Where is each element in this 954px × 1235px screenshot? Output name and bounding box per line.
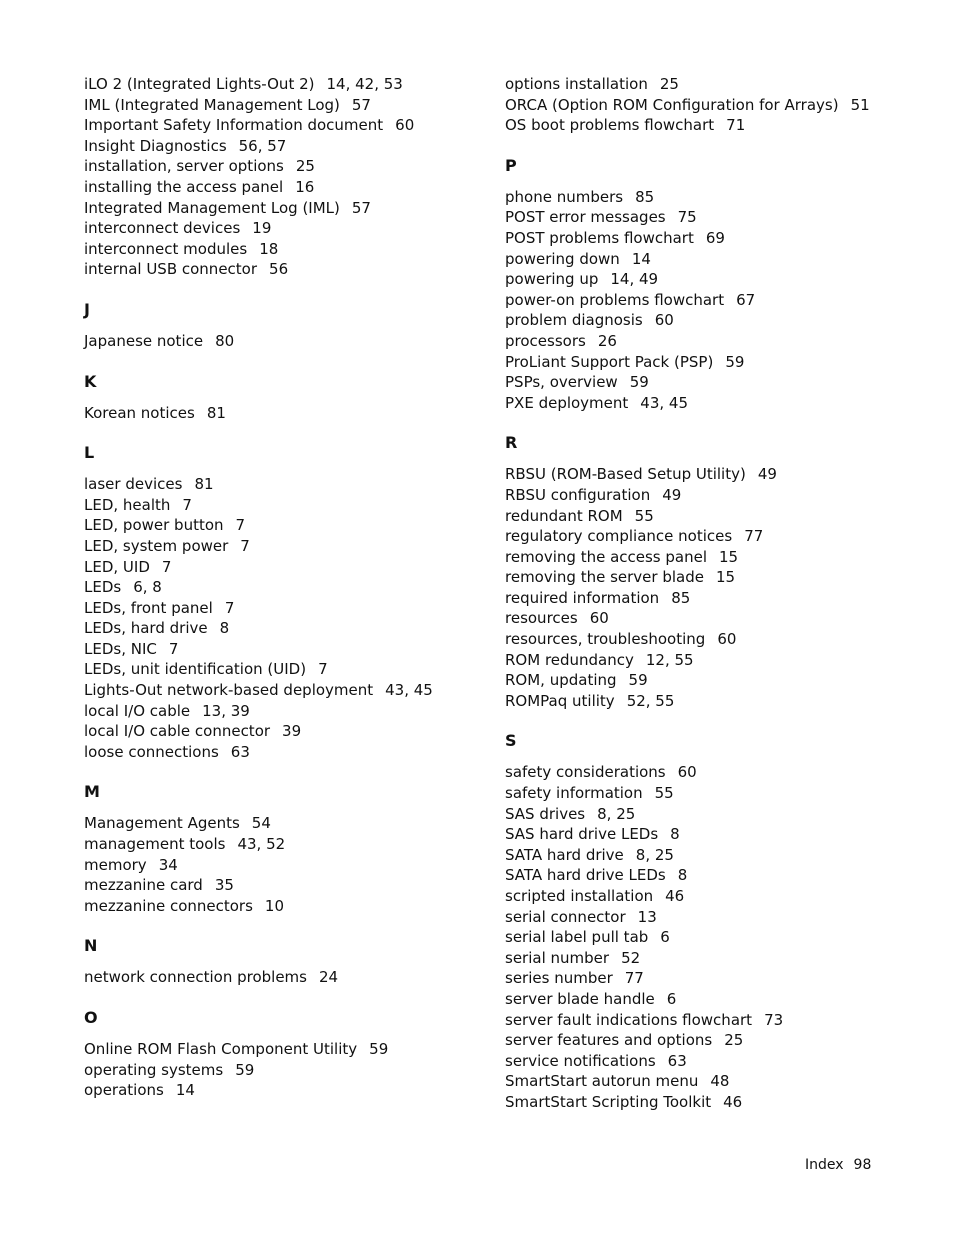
index-pages: 14, 42, 53 — [326, 75, 403, 93]
index-pages: 57 — [351, 198, 371, 217]
index-pages: 25 — [295, 157, 315, 176]
index-entry — [84, 618, 484, 639]
index-entry — [84, 896, 484, 917]
index-entry — [84, 875, 484, 896]
index-entry — [505, 506, 905, 527]
index-entry — [505, 907, 905, 928]
index-entry — [84, 515, 484, 536]
index-pages: 7 — [240, 536, 250, 555]
index-term: operations — [84, 1081, 164, 1100]
index-entry — [84, 855, 484, 876]
index-term: redundant ROM — [505, 506, 623, 525]
index-term: processors — [505, 331, 586, 350]
index-entry — [505, 886, 905, 907]
index-entry — [84, 639, 484, 660]
index-letter-heading: M — [84, 782, 100, 802]
index-entry — [84, 495, 484, 516]
index-letter-heading: O — [84, 1008, 98, 1027]
index-entry — [84, 239, 484, 260]
index-entry — [505, 783, 905, 804]
index-pages: 7 — [318, 660, 328, 679]
index-entry — [505, 74, 905, 95]
index-entry — [84, 536, 484, 557]
index-term: SAS hard drive LEDs — [505, 825, 659, 844]
index-term: scripted installation — [505, 887, 654, 905]
index-pages: 85 — [671, 588, 691, 607]
page-number: 98 — [853, 1157, 872, 1173]
index-pages: 56, 57 — [238, 136, 287, 155]
index-entry — [505, 228, 905, 249]
index-pages: 10 — [264, 896, 285, 915]
index-entry — [84, 659, 484, 680]
index-term: LEDs, front panel — [84, 598, 213, 617]
index-entry — [505, 948, 905, 969]
index-pages: 49 — [757, 465, 777, 484]
index-entry — [505, 95, 905, 116]
index-pages: 77 — [624, 969, 644, 988]
index-entry — [84, 156, 484, 177]
index-pages: 59 — [235, 1060, 255, 1079]
index-entry — [505, 629, 905, 650]
index-entry — [505, 865, 905, 886]
index-term: problem diagnosis — [505, 311, 643, 330]
index-term: LED, system power — [84, 536, 229, 555]
index-term: LED, health — [84, 495, 171, 514]
index-entry — [505, 845, 905, 866]
index-pages: 73 — [764, 1010, 784, 1029]
index-term: ProLiant Support Pack (PSP) — [505, 352, 714, 371]
index-term: network connection problems — [84, 968, 307, 987]
index-pages: 57 — [351, 95, 371, 114]
index-entry — [505, 207, 905, 228]
index-term: Korean notices — [84, 403, 195, 422]
index-pages: 60 — [717, 630, 737, 649]
index-term: LEDs — [84, 578, 122, 597]
index-entry — [505, 269, 905, 290]
index-pages: 71 — [726, 116, 746, 135]
index-term: Important Safety Information document — [84, 116, 384, 135]
index-pages: 7 — [182, 495, 192, 514]
index-term: LEDs, NIC — [84, 639, 157, 658]
index-term: LEDs, hard drive — [84, 619, 208, 638]
index-term: Lights-Out network-based deployment — [84, 681, 374, 700]
index-term: PXE deployment — [505, 393, 629, 412]
index-term: ORCA (Option ROM Configuration for Arrays) — [505, 95, 839, 114]
index-term: mezzanine connectors — [84, 896, 253, 915]
index-term: IML (Integrated Management Log) — [84, 95, 340, 114]
index-entry — [505, 1030, 905, 1051]
index-entry — [84, 403, 484, 424]
index-pages: 46 — [665, 887, 685, 905]
index-entry — [84, 577, 484, 598]
index-term: regulatory compliance notices — [505, 527, 733, 546]
index-term: Management Agents — [84, 814, 240, 833]
index-entry — [505, 331, 905, 352]
index-term: loose connections — [84, 742, 219, 761]
index-term: service notifications — [505, 1051, 656, 1070]
index-pages: 14 — [175, 1081, 195, 1100]
index-pages: 69 — [705, 228, 725, 247]
index-entry — [505, 1010, 905, 1031]
index-term: safety information — [505, 784, 643, 803]
index-term: iLO 2 (Integrated Lights-Out 2) — [84, 75, 315, 93]
index-letter-heading: K — [84, 371, 97, 391]
index-entry — [84, 813, 484, 834]
index-pages: 60 — [589, 609, 609, 628]
index-entry — [505, 588, 905, 609]
index-entry — [84, 701, 484, 722]
index-entry — [505, 1051, 905, 1072]
index-entry — [505, 927, 905, 948]
index-entry — [84, 1060, 484, 1081]
index-pages: 63 — [667, 1051, 687, 1070]
index-term: internal USB connector — [84, 260, 258, 279]
index-pages: 25 — [724, 1031, 744, 1050]
index-pages: 43, 45 — [640, 393, 689, 412]
index-entry — [505, 1071, 905, 1092]
index-entry — [505, 485, 905, 506]
index-entry — [505, 824, 905, 845]
index-pages: 85 — [635, 187, 655, 206]
index-term: serial connector — [505, 907, 626, 926]
index-letter-heading: J — [84, 299, 90, 319]
index-term: removing the server blade — [505, 568, 704, 587]
index-entry — [505, 762, 905, 783]
index-term: powering down — [505, 249, 620, 268]
index-pages: 39 — [282, 722, 302, 741]
index-term: LEDs, unit identification (UID) — [84, 660, 307, 679]
index-term: power-on problems flowchart — [505, 290, 725, 309]
index-term: OS boot problems flowchart — [505, 116, 715, 135]
index-entry — [84, 721, 484, 742]
index-pages: 18 — [259, 239, 279, 258]
index-term: Online ROM Flash Component Utility — [84, 1040, 358, 1058]
index-entry — [505, 187, 905, 208]
index-letter-heading: S — [505, 731, 517, 751]
index-entry — [505, 352, 905, 373]
index-pages: 16 — [295, 177, 315, 196]
index-entry — [84, 474, 484, 495]
index-pages: 67 — [736, 290, 756, 309]
index-column-right — [505, 74, 905, 1113]
index-term: SATA hard drive LEDs — [505, 866, 666, 885]
index-term: RBSU (ROM-Based Setup Utility) — [505, 465, 746, 484]
index-pages: 7 — [224, 598, 235, 617]
index-entry — [505, 115, 905, 136]
index-pages: 52, 55 — [626, 691, 675, 710]
index-pages: 15 — [719, 547, 739, 566]
index-entry — [84, 115, 484, 136]
index-pages: 34 — [158, 855, 178, 874]
index-pages: 6 — [660, 928, 670, 947]
index-term: Insight Diagnostics — [84, 136, 227, 155]
index-pages: 8 — [677, 866, 688, 885]
index-pages: 19 — [252, 219, 272, 238]
index-term: resources — [505, 609, 578, 628]
index-pages: 59 — [629, 373, 649, 392]
index-pages: 43, 45 — [385, 681, 433, 700]
index-pages: 54 — [251, 814, 271, 833]
index-entry — [84, 598, 484, 619]
index-pages: 60 — [677, 763, 697, 782]
index-entry — [505, 804, 905, 825]
index-pages: 6 — [666, 989, 677, 1008]
index-pages: 12, 55 — [645, 650, 694, 669]
index-term: serial number — [505, 948, 610, 967]
index-term: POST problems flowchart — [505, 228, 694, 247]
index-pages: 63 — [230, 742, 250, 761]
index-pages: 7 — [235, 516, 246, 535]
index-pages: 13 — [637, 907, 657, 926]
index-term: LED, UID — [84, 557, 150, 576]
index-entry — [505, 393, 905, 414]
index-term: removing the access panel — [505, 547, 708, 566]
index-term: local I/O cable — [84, 701, 191, 720]
index-term: serial label pull tab — [505, 928, 649, 947]
index-entry — [505, 372, 905, 393]
index-pages: 26 — [597, 331, 617, 350]
index-pages: 43, 52 — [237, 835, 286, 854]
index-entry — [84, 136, 484, 157]
index-term: safety considerations — [505, 763, 666, 782]
index-pages: 7 — [161, 557, 172, 576]
footer-label: Index — [805, 1157, 844, 1173]
index-entry — [505, 691, 905, 712]
index-pages: 59 — [369, 1040, 389, 1058]
index-entry — [505, 650, 905, 671]
index-pages: 60 — [395, 116, 415, 135]
index-entry — [505, 547, 905, 568]
index-entry — [505, 290, 905, 311]
index-term: installing the access panel — [84, 177, 284, 196]
index-entry — [505, 526, 905, 547]
index-entry — [84, 742, 484, 763]
index-entry — [84, 95, 484, 116]
index-entry — [505, 670, 905, 691]
index-term: SmartStart autorun menu — [505, 1072, 699, 1091]
index-entry — [505, 1092, 905, 1113]
index-pages: 8, 25 — [597, 804, 636, 823]
index-pages: 55 — [634, 506, 654, 525]
index-term: Japanese notice — [84, 331, 204, 350]
index-pages: 49 — [662, 485, 682, 504]
index-entry — [505, 464, 905, 485]
index-pages: 13, 39 — [202, 701, 250, 720]
index-term: SmartStart Scripting Toolkit — [505, 1092, 712, 1111]
index-entry — [505, 989, 905, 1010]
index-term: ROM redundancy — [505, 650, 634, 669]
page-footer — [805, 1157, 871, 1173]
index-pages: 59 — [628, 671, 648, 690]
index-entry — [84, 259, 484, 280]
index-term: Integrated Management Log (IML) — [84, 198, 340, 217]
index-term: powering up — [505, 270, 599, 289]
index-term: options installation — [505, 75, 648, 93]
index-pages: 6, 8 — [133, 578, 162, 597]
index-pages: 25 — [659, 75, 679, 93]
index-entry — [84, 967, 484, 988]
index-term: RBSU configuration — [505, 485, 651, 504]
index-entry — [84, 1039, 484, 1060]
index-term: local I/O cable connector — [84, 722, 271, 741]
index-pages: 24 — [318, 968, 339, 987]
index-pages: 52 — [621, 948, 641, 967]
index-pages: 15 — [715, 568, 736, 587]
index-column-left — [84, 74, 484, 1101]
index-entry — [84, 331, 484, 352]
index-term: management tools — [84, 835, 226, 854]
index-pages: 46 — [723, 1092, 743, 1111]
index-term: ROMPaq utility — [505, 691, 615, 710]
index-pages: 81 — [206, 403, 226, 422]
index-pages: 51 — [850, 95, 870, 114]
index-term: operating systems — [84, 1060, 224, 1079]
index-pages: 14, 49 — [610, 270, 659, 289]
index-entry — [84, 680, 484, 701]
index-term: server blade handle — [505, 989, 655, 1008]
index-term: server fault indications flowchart — [505, 1010, 753, 1029]
index-entry — [505, 310, 905, 331]
index-pages: 59 — [725, 352, 745, 371]
index-term: SATA hard drive — [505, 845, 624, 864]
index-term: mezzanine card — [84, 876, 203, 895]
index-term: server features and options — [505, 1031, 713, 1050]
index-entry — [84, 1080, 484, 1101]
index-term: SAS drives — [505, 804, 586, 823]
index-term: POST error messages — [505, 208, 666, 227]
index-pages: 75 — [677, 208, 697, 227]
index-term: laser devices — [84, 475, 183, 494]
index-term: interconnect modules — [84, 239, 248, 258]
index-pages: 8 — [219, 619, 230, 638]
index-term: interconnect devices — [84, 219, 241, 238]
index-pages: 60 — [654, 311, 674, 330]
index-pages: 55 — [654, 784, 674, 803]
index-entry — [505, 567, 905, 588]
index-term: required information — [505, 588, 660, 607]
index-entry — [84, 834, 484, 855]
index-term: installation, server options — [84, 157, 284, 176]
index-term: series number — [505, 969, 613, 988]
index-term: resources, troubleshooting — [505, 630, 706, 649]
index-pages: 56 — [269, 260, 289, 279]
index-pages: 35 — [214, 876, 234, 895]
index-letter-heading: N — [84, 936, 98, 956]
index-term: memory — [84, 855, 147, 874]
index-term: ROM, updating — [505, 671, 617, 690]
index-entry — [84, 218, 484, 239]
index-pages: 80 — [215, 331, 235, 350]
index-letter-heading: L — [84, 443, 95, 463]
index-letter-heading: R — [505, 433, 518, 453]
index-pages: 14 — [631, 249, 651, 268]
index-term: phone numbers — [505, 187, 624, 206]
index-pages: 81 — [194, 475, 214, 494]
index-entry — [505, 968, 905, 989]
index-pages: 8, 25 — [635, 845, 674, 864]
index-pages: 8 — [670, 825, 680, 844]
index-entry — [84, 557, 484, 578]
index-entry — [84, 177, 484, 198]
index-term: LED, power button — [84, 516, 224, 535]
index-entry — [84, 198, 484, 219]
index-pages: 7 — [168, 639, 179, 658]
index-pages: 48 — [710, 1072, 730, 1091]
index-entry — [505, 608, 905, 629]
index-term: PSPs, overview — [505, 373, 618, 392]
index-entry — [84, 74, 484, 95]
index-pages: 77 — [744, 527, 764, 546]
index-letter-heading: P — [505, 155, 517, 175]
index-entry — [505, 249, 905, 270]
